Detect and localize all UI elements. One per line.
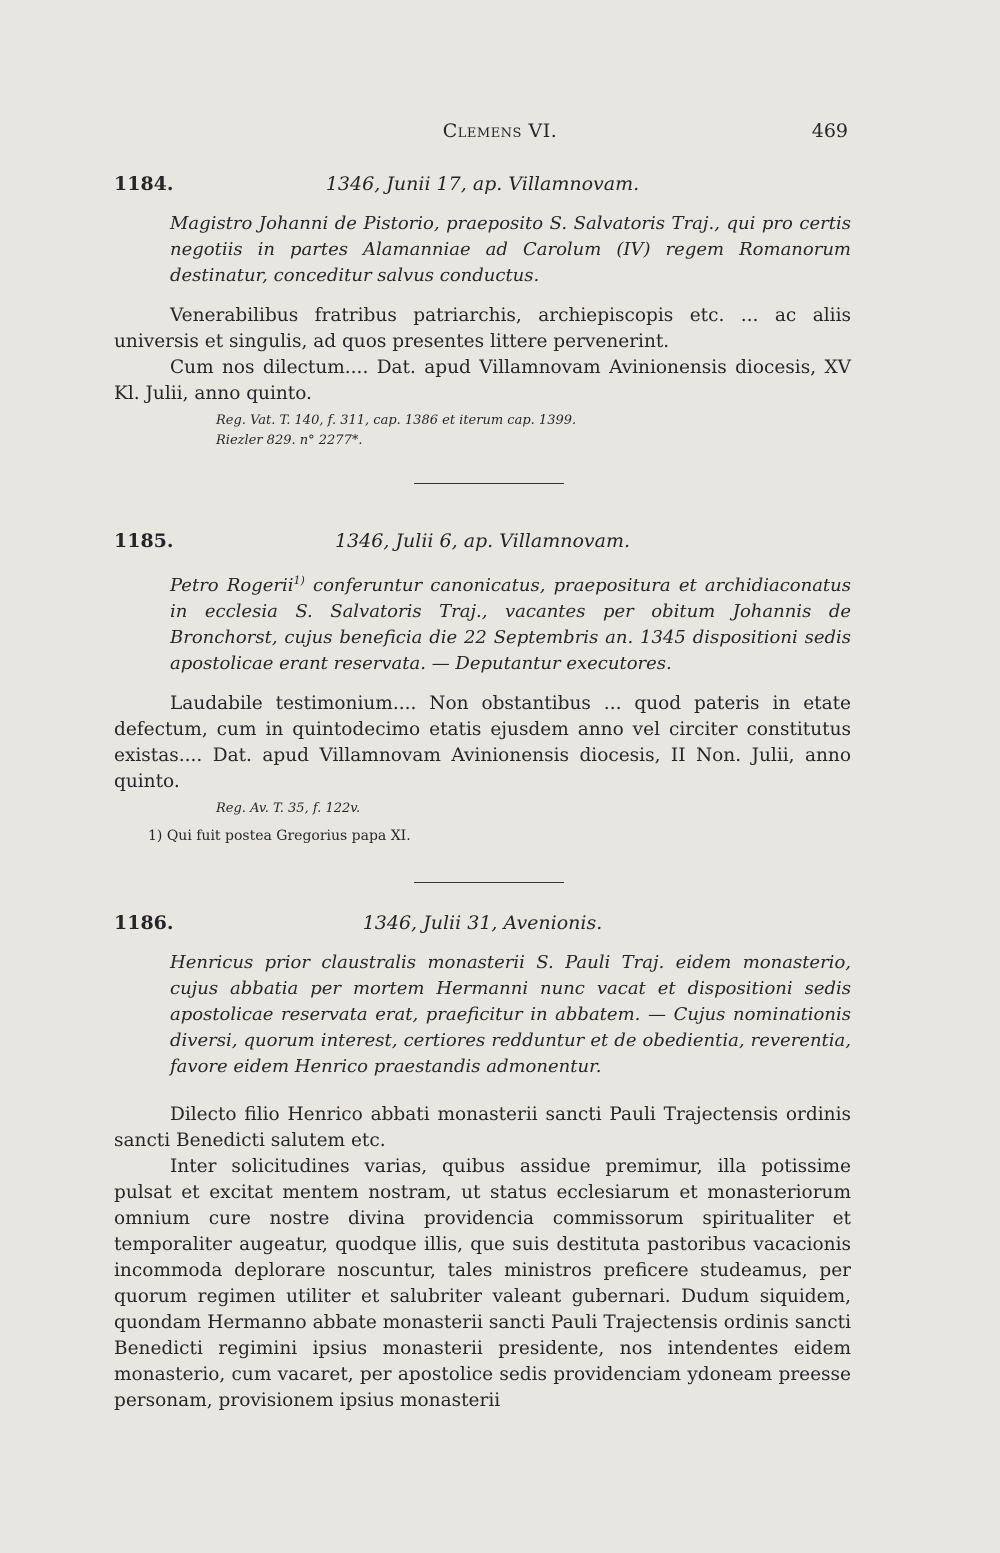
entry-date: 1346, Julii 6, ap. Villamnovam.	[334, 530, 631, 552]
entry-1184	[114, 173, 851, 451]
entry-text	[114, 691, 851, 795]
entry-header	[114, 173, 851, 203]
separator-rule	[414, 882, 564, 883]
entry-regest: Petro Rogerii$^{1)}$ conferuntur canonicatus, praepositura et archidiaconatus in ecclesia S. Salvatoris Traj., vacantes per obitum Johannis de Bronchorst, cujus beneficia die 22 Septembris an. 1345 dispositioni sedis apostolicae erant reservata. — Deputantur executores.	[170, 574, 851, 674]
page-number: 469	[811, 120, 848, 142]
paragraph: Dilecto filio Henrico abbati monasterii sancti Pauli Trajectensis ordinis sancti Benedicti salutem etc.	[114, 1104, 851, 1151]
paragraph: Venerabilibus fratribus patriarchis, archiepiscopis etc. ... ac aliis universis et singulis, ad quos presentes littere pervenerint.	[114, 305, 851, 352]
entry-text	[114, 303, 851, 407]
entry-number: 1185.	[114, 530, 174, 552]
entry-date: 1346, Junii 17, ap. Villamnovam.	[325, 173, 640, 195]
paragraph: Laudabile testimonium.... Non obstantibus ... quod pateris in etate defectum, cum in quintodecimo etatis ejusdem anno vel circiter constitutus existas.... Dat. apud Villamnovam Avinionensis diocesis, II Non. Julii, anno quinto.	[114, 693, 851, 792]
paragraph: Inter solicitudines varias, quibus assidue premimur, illa potissime pulsat et excitat mentem nostram, ut status ecclesiarum et monasteriorum omnium cure nostre divina providencia commissorum spiritualiter et temporaliter augeatur, quodque illis, que suis destituta pastoribus vacacionis incommoda deplorare noscuntur, tales ministros preficere studeamus, per quorum regimen utiliter et salubriter valeant gubernari. Dudum siquidem, quondam Hermanno abbate monasterii sancti Pauli Trajectensis ordinis sancti Benedicti regimini ipsius monasterii presidente, nos intendentes eidem monasterio, cum vacaret, per apostolice sedis providenciam ydoneam preesse personam, provisionem ipsius monasterii	[114, 1156, 851, 1411]
footnote: 1) Qui fuit postea Gregorius papa XI.	[148, 828, 411, 844]
running-head-title: Clemens VI.	[442, 120, 558, 142]
entry-text	[114, 1102, 851, 1414]
paragraph: Cum nos dilectum.... Dat. apud Villamnovam Avinionensis diocesis, XV Kl. Julii, anno quinto.	[114, 357, 851, 404]
entry-1186	[114, 912, 851, 1414]
entry-header	[114, 530, 851, 560]
entry-regest: Henricus prior claustralis monasterii S. Pauli Traj. eidem monasterio, cujus abbatia per mortem Hermanni nunc vacat et dispositioni sedis apostolicae reservata erat, praeficitur in abbatem. — Cujus nominationis diversi, quorum interest, certiores redduntur et de obedientia, reverentia, favore eidem Henrico praestandis admonentur.	[170, 952, 851, 1077]
citation: Reg. Vat. T. 140, f. 311, cap. 1386 et iterum cap. 1399.	[216, 413, 577, 428]
entry-number: 1186.	[114, 912, 174, 934]
entry-regest: Magistro Johanni de Pistorio, praeposito S. Salvatoris Traj., qui pro certis negotiis in partes Alamanniae ad Carolum (IV) regem Romanorum destinatur, conceditur salvus conductus.	[170, 213, 851, 286]
entry-1185	[114, 530, 851, 847]
running-head	[0, 120, 1000, 150]
citation: Riezler 829. n° 2277*.	[216, 433, 363, 448]
entry-header	[114, 912, 851, 942]
entry-number: 1184.	[114, 173, 174, 195]
separator-rule	[414, 483, 564, 484]
citation: Reg. Av. T. 35, f. 122v.	[216, 801, 361, 816]
entry-date: 1346, Julii 31, Avenionis.	[362, 912, 603, 934]
footnote-mark: 1)	[293, 574, 305, 587]
